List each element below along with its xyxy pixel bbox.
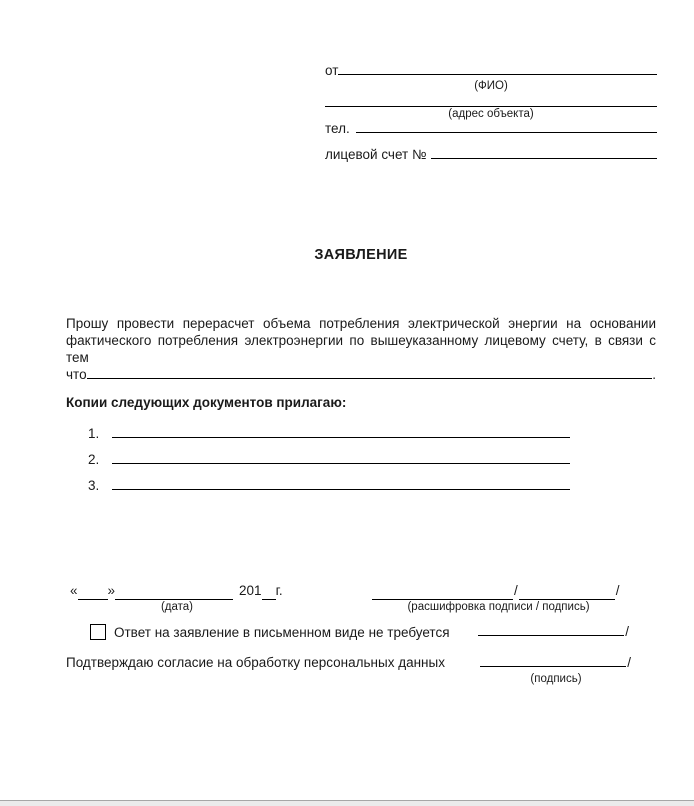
request-paragraph bbox=[66, 315, 656, 383]
account-row bbox=[325, 147, 657, 163]
address-line bbox=[325, 93, 657, 107]
applicant-header-block bbox=[325, 63, 657, 163]
consent-slash: / bbox=[627, 655, 631, 670]
account-line bbox=[431, 157, 657, 159]
document-line-2 bbox=[112, 462, 570, 464]
list-item-number: 1. bbox=[88, 426, 100, 441]
fio-line bbox=[338, 73, 657, 75]
signature-name-line bbox=[372, 583, 513, 600]
date-open-quote: « bbox=[70, 583, 78, 598]
request-line-3-prefix: что bbox=[66, 367, 87, 382]
list-item-number: 2. bbox=[88, 452, 100, 467]
document-line-1 bbox=[112, 436, 570, 438]
request-line-3 bbox=[66, 366, 656, 383]
date-close-quote: » bbox=[107, 583, 116, 598]
documents-list bbox=[88, 426, 570, 504]
written-response-slash: / bbox=[625, 624, 629, 639]
from-label: от bbox=[325, 63, 339, 78]
consent-label: Подтверждаю согласие на обработку персональных данных bbox=[66, 655, 445, 670]
date-year-suffix: г. bbox=[275, 583, 283, 598]
document-line-3 bbox=[112, 488, 570, 490]
signature-line bbox=[372, 583, 625, 600]
address-caption: (адрес объекта) bbox=[448, 108, 534, 120]
signature-block bbox=[372, 583, 625, 614]
consent-signature bbox=[480, 655, 632, 686]
fio-caption: (ФИО) bbox=[474, 80, 508, 92]
documents-heading: Копии следующих документов прилагаю: bbox=[66, 395, 347, 410]
request-line-3-suffix: . bbox=[652, 367, 656, 382]
signature-sign-line bbox=[519, 583, 615, 600]
date-day-line bbox=[78, 583, 108, 600]
date-line bbox=[70, 583, 300, 600]
signature-caption: (расшифровка подписи / подпись) bbox=[407, 601, 590, 613]
date-caption: (дата) bbox=[160, 601, 194, 613]
consent-sign-line bbox=[480, 665, 626, 667]
list-item bbox=[88, 426, 570, 442]
written-response-checkbox[interactable] bbox=[90, 624, 106, 640]
page-bottom-edge bbox=[0, 800, 694, 806]
document-title: ЗАЯВЛЕНИЕ bbox=[314, 247, 408, 263]
from-row bbox=[325, 63, 657, 79]
written-response-signature bbox=[478, 624, 630, 641]
reason-line bbox=[87, 377, 653, 379]
date-year: 201 bbox=[239, 583, 262, 598]
phone-line bbox=[356, 131, 657, 133]
request-line-2: фактического потребления электроэнергии по вышеуказанному лицевому счету, в связи с тем bbox=[66, 333, 656, 365]
date-block bbox=[70, 583, 300, 614]
phone-row bbox=[325, 121, 657, 137]
signature-slash-1: / bbox=[514, 583, 518, 598]
list-item bbox=[88, 452, 570, 468]
phone-label: тел. bbox=[325, 121, 350, 136]
written-response-label: Ответ на заявление в письменном виде не требуется bbox=[114, 624, 450, 640]
written-response-sign-line bbox=[478, 634, 624, 636]
request-line-1: Прошу провести перерасчет объема потребления электрической энергии на основании bbox=[66, 316, 656, 331]
consent-sign-caption: (подпись) bbox=[530, 673, 582, 685]
list-item-number: 3. bbox=[88, 478, 100, 493]
written-response-row bbox=[90, 624, 450, 640]
date-month-line bbox=[115, 583, 233, 600]
signature-slash-2: / bbox=[615, 583, 620, 598]
date-year-line bbox=[262, 583, 276, 600]
list-item bbox=[88, 478, 570, 494]
account-label: лицевой счет № bbox=[325, 147, 427, 162]
